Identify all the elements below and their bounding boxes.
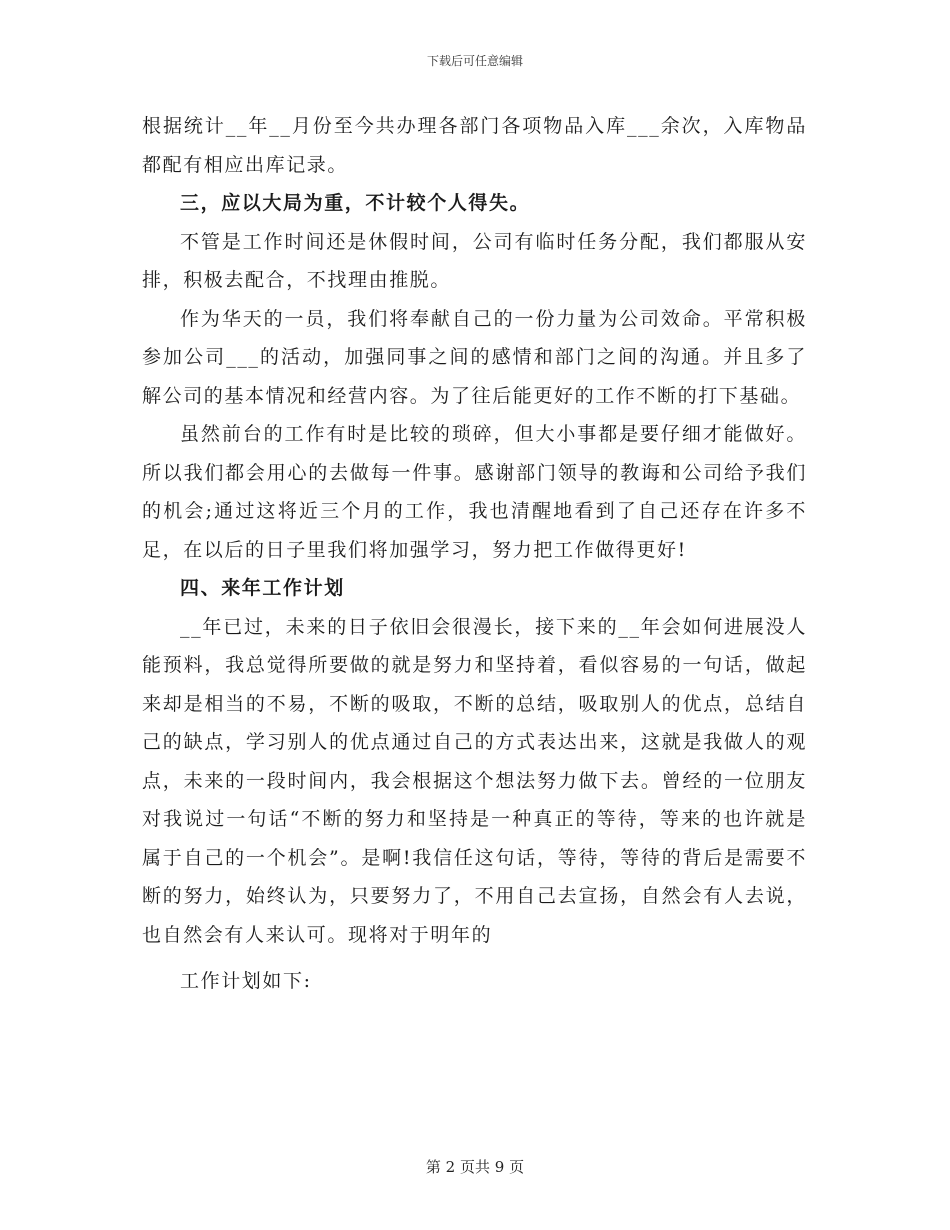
paragraph-inventory-stats: 根据统计__年__月份至今共办理各部门各项物品入库___余次，入库物品都配有相应出库记录。: [142, 115, 807, 176]
paragraph-plan-intro: 工作计划如下:: [180, 970, 312, 992]
paragraph-team-member: 作为华天的一员，我们将奉献自己的一份力量为公司效命。平常积极参加公司___的活动，加强同事之间的感情和部门之间的沟通。并且多了解公司的基本情况和经营内容。为了往后能更好的工作不断的打下基础。: [142, 307, 807, 407]
paragraph-front-desk: 虽然前台的工作有时是比较的琐碎，但大小事都是要仔细才能做好。所以我们都会用心的去做每一件事。感谢部门领导的教诲和公司给予我们的机会;通过这将近三个月的工作，我也清醒地看到了自己还存在许多不足，在以后的日子里我们将加强学习，努力把工作做得更好!: [142, 423, 807, 561]
page-footer: 第 2 页共 9 页: [425, 1158, 525, 1176]
paragraph-next-year: __年已过，未来的日子依旧会很漫长，接下来的__年会如何进展没人能预料，我总觉得所要做的就是努力和坚持着，看似容易的一句话，做起来却是相当的不易，不断的吸取，不断的总结，吸取别人的优点，总结自己的缺点，学习别人的优点通过自己的方式表达出来，这就是我做人的观点，未来的一段时间内，我会根据这个想法努力做下去。曾经的一位朋友对我说过一句话“不断的努力和坚持是一种真正的等待，等来的也许就是属于自己的一个机会”。是啊!我信任这句话，等待，等待的背后是需要不断的努力，始终认为，只要努力了，不用自己去宣扬，自然会有人去说，也自然会有人来认可。现将对于明年的: [142, 615, 807, 946]
page-header: 下载后可任意编辑: [426, 54, 523, 68]
section-heading-3: 三，应以大局为重，不计较个人得失。: [180, 192, 531, 214]
document-body: [142, 107, 807, 1001]
section-heading-4: 四、来年工作计划: [180, 577, 345, 599]
paragraph-gap: [142, 954, 807, 962]
paragraph-obey-arrangements: 不管是工作时间还是休假时间，公司有临时任务分配，我们都服从安排，积极去配合，不找理由推脱。: [142, 230, 807, 291]
